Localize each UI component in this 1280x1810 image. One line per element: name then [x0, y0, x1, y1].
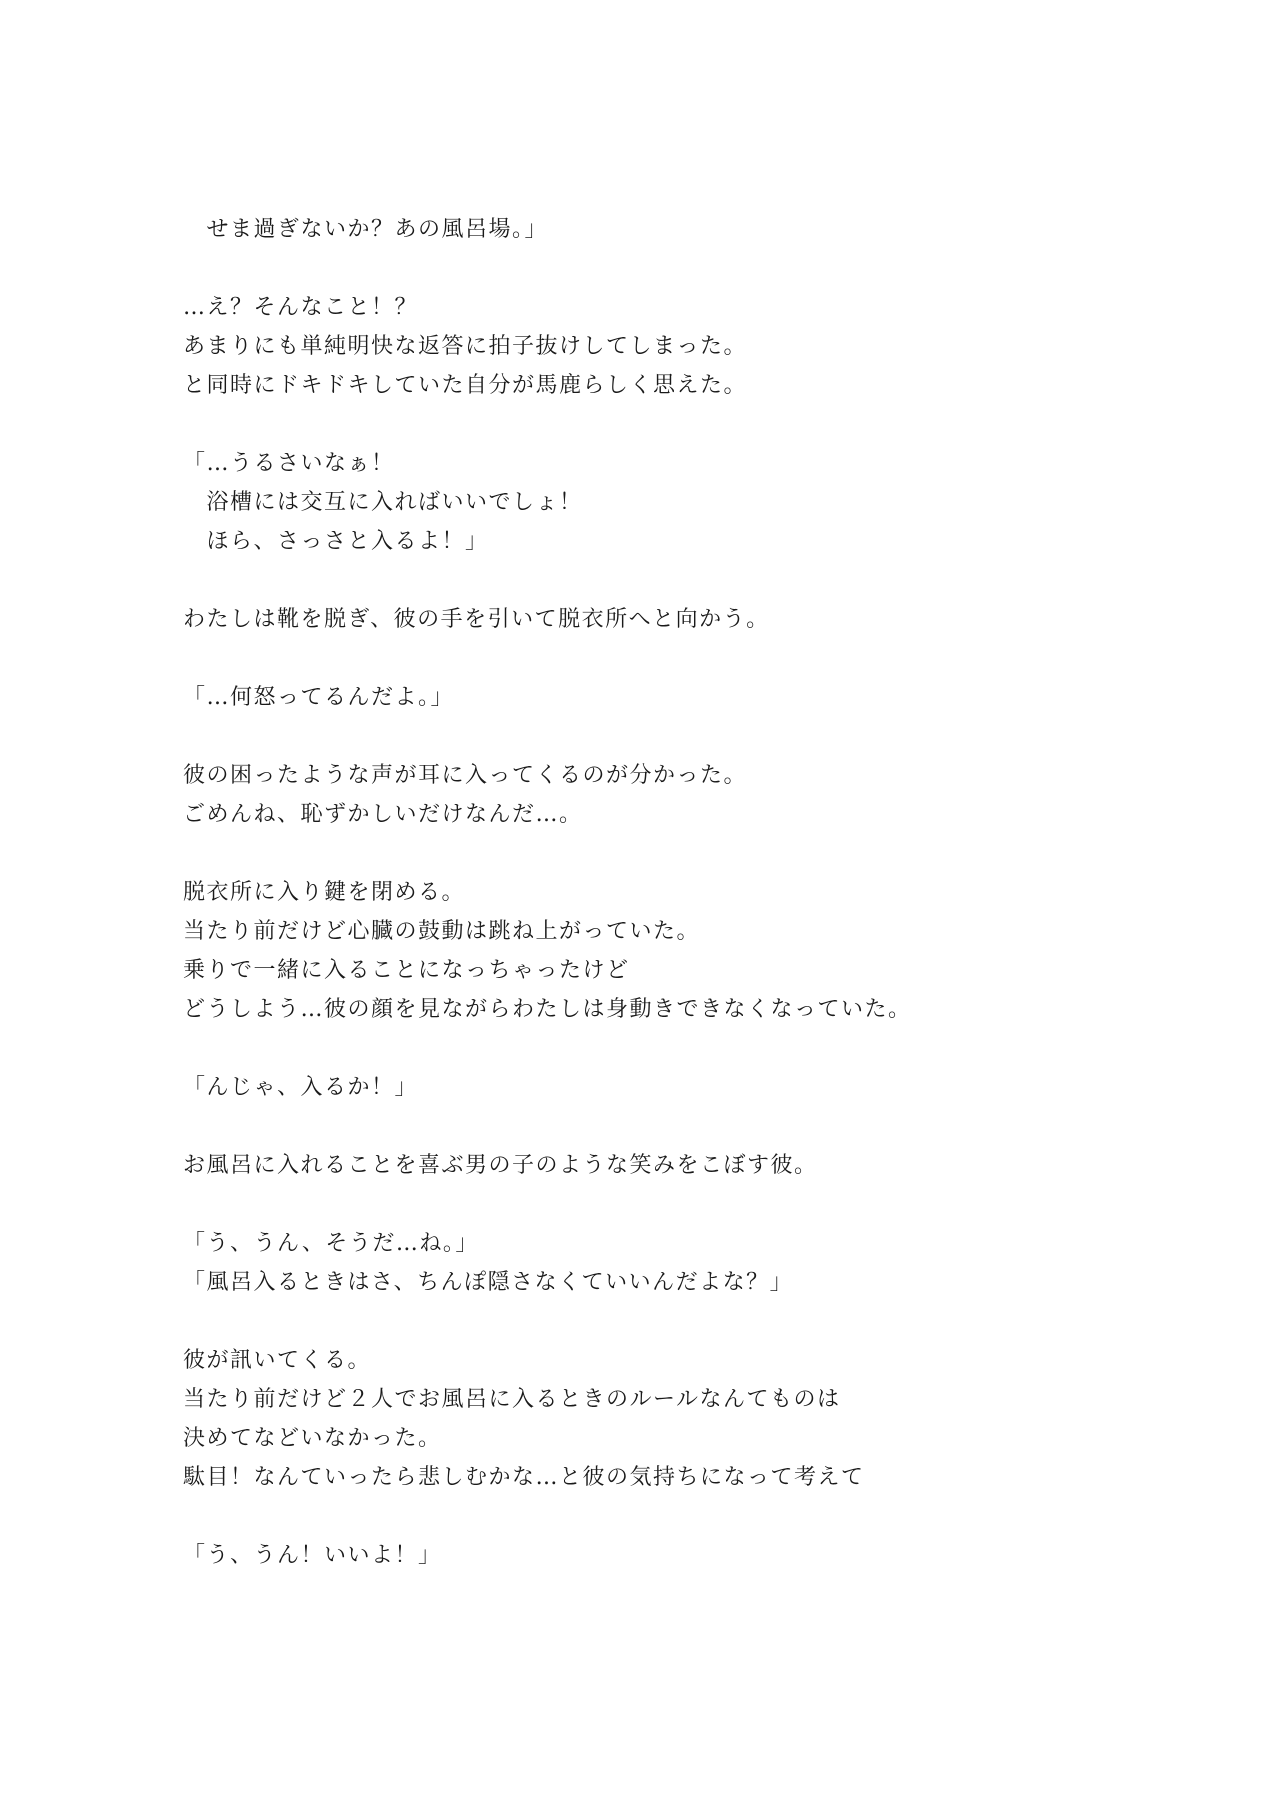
text-line: 乗りで一緒に入ることになっちゃったけど: [183, 958, 630, 983]
text-line: 決めてなどいなかった。: [183, 1426, 442, 1451]
blank-line: [183, 1107, 1183, 1146]
text-line: ほら、さっさと入るよ！」: [183, 529, 489, 554]
text-line: 浴槽には交互に入ればいいでしょ！: [183, 490, 583, 515]
blank-line: [183, 561, 1183, 600]
text-line: 脱衣所に入り鍵を閉める。: [183, 880, 466, 905]
text-line: 駄目！なんていったら悲しむかな…と彼の気持ちになって考えて: [183, 1465, 865, 1490]
text-line: 「う、うん！いいよ！」: [183, 1543, 442, 1568]
text-line: 「んじゃ、入るか！」: [183, 1075, 419, 1100]
text-line: と同時にドキドキしていた自分が馬鹿らしく思えた。: [183, 373, 748, 398]
blank-line: [183, 834, 1183, 873]
text-line: わたしは靴を脱ぎ、彼の手を引いて脱衣所へと向かう。: [183, 607, 770, 632]
blank-line: [183, 1302, 1183, 1341]
blank-line: [183, 1497, 1183, 1536]
text-line: 「風呂入るときはさ、ちんぽ隠さなくていいんだよな？」: [183, 1270, 794, 1295]
blank-line: [183, 249, 1183, 288]
text-line: お風呂に入れることを喜ぶ男の子のような笑みをこぼす彼。: [183, 1153, 818, 1178]
text-line: どうしよう…彼の顔を見ながらわたしは身動きできなくなっていた。: [183, 997, 912, 1022]
text-line: 「…うるさいなぁ！: [183, 451, 395, 476]
text-line: 当たり前だけど心臓の鼓動は跳ね上がっていた。: [183, 919, 701, 944]
blank-line: [183, 405, 1183, 444]
body-text: [183, 210, 1183, 1575]
blank-line: [183, 717, 1183, 756]
text-line: 当たり前だけど２人でお風呂に入るときのルールなんてものは: [183, 1387, 841, 1412]
text-line: …え？そんなこと！？: [183, 295, 419, 320]
text-line: 「…何怒ってるんだよ。」: [183, 685, 455, 710]
text-line: 彼が訊いてくる。: [183, 1348, 372, 1373]
text-line: ごめんね、恥ずかしいだけなんだ…。: [183, 802, 583, 827]
blank-line: [183, 639, 1183, 678]
text-line: せま過ぎないか？あの風呂場。」: [183, 217, 549, 242]
text-line: あまりにも単純明快な返答に拍子抜けしてしまった。: [183, 334, 748, 359]
text-line: 彼の困ったような声が耳に入ってくるのが分かった。: [183, 763, 748, 788]
blank-line: [183, 1029, 1183, 1068]
text-line: 「う、うん、そうだ…ね。」: [183, 1231, 479, 1256]
blank-line: [183, 1185, 1183, 1224]
